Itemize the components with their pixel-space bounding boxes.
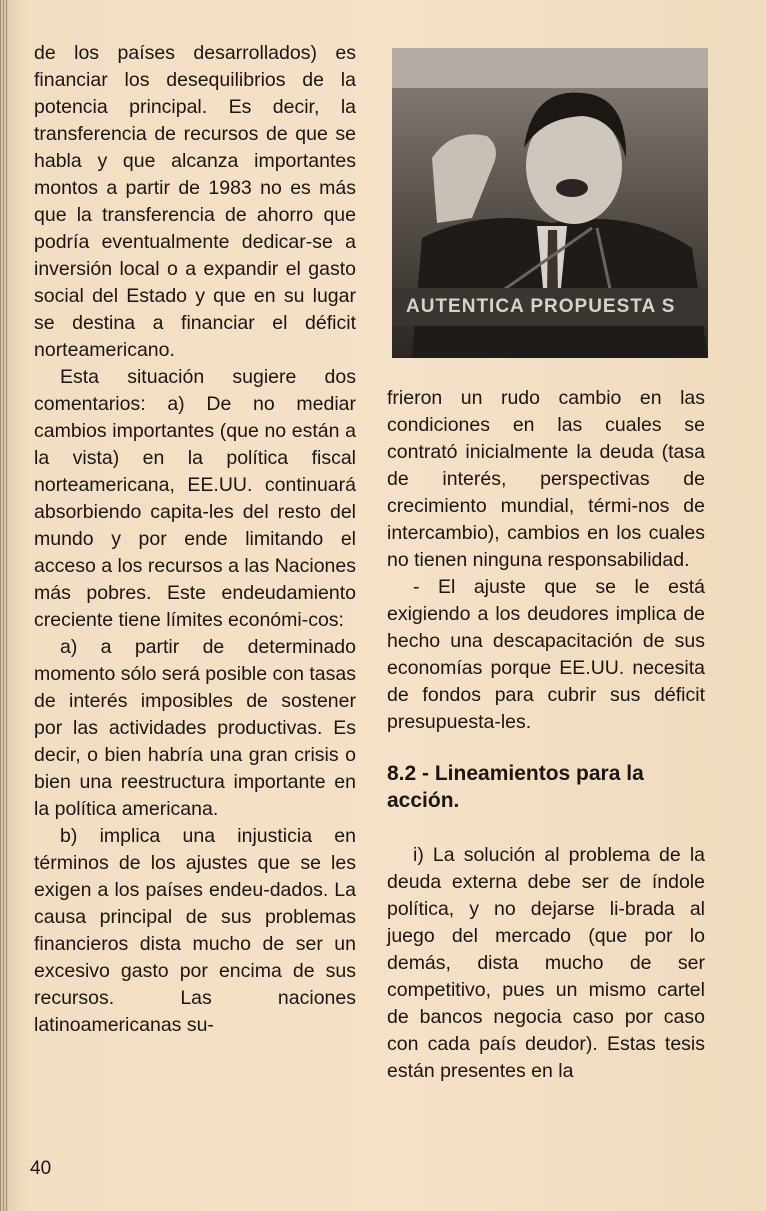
right-column — [387, 385, 705, 1085]
paragraph: - El ajuste que se le está exigiendo a los deudores implica de hecho una descapacitación de sus economías porque EE.UU. necesita de fondos para cubrir sus déficit presupuesta-les. — [387, 576, 705, 733]
paragraph: b) implica una injusticia en términos de los ajustes que se les exigen a los países endeu-dados. La causa principal de sus problemas financieros dista mucho de ser un excesivo gasto por encima de sus recursos. Las naciones latinoamericanas su- — [34, 825, 356, 1036]
page-number: 40 — [30, 1158, 52, 1179]
paragraph: frieron un rudo cambio en las condiciones en las cuales se contrató inicialmente la deuda (tasa de interés, perspectivas de crecimiento mundial, térmi-nos de intercambio), cambios en los cuales no tienen ninguna responsabilidad. — [387, 387, 705, 571]
podium-banner: AUTENTICA PROPUESTA S — [392, 288, 708, 326]
binding-edge — [0, 0, 8, 1211]
paragraph: de los países desarrollados) es financiar los desequilibrios de la potencia principal. Es decir, la transferencia de recursos de que se habla y que alcanza importantes montos a partir de 1983 no es más que la transferencia de ahorro que podría eventualmente dedicar-se a inversión local o a expandir el gasto social del Estado y que en su lugar se destina a financiar el déficit norteamericano. — [34, 42, 356, 361]
paragraph: i) La solución al problema de la deuda externa debe ser de índole política, y no dejarse li-brada al juego del mercado (que por lo demás, dista mucho de ser competitivo, pues un mismo cartel de bancos negocia caso por caso con cada país deudor). Estas tesis están presentes en la — [387, 844, 705, 1082]
section-heading: 8.2 - Lineamientos para la acción. — [387, 762, 644, 812]
speaker-photo — [392, 48, 708, 358]
left-column — [34, 40, 356, 1039]
paragraph: Esta situación sugiere dos comentarios: a) De no mediar cambios importantes (que no están a la vista) en la política fiscal norteamericana, EE.UU. continuará absorbiendo capita-les del resto del mundo y por ende limitando el acceso a los recursos a las Naciones más pobres. Este endeudamiento creciente tiene límites económi-cos: — [34, 366, 356, 631]
paragraph: a) a partir de determinado momento sólo será posible con tasas de interés imposibles de sostener por las actividades productivas. Es decir, o bien habría una gran crisis o bien una reestructura importante en la política americana. — [34, 636, 356, 820]
